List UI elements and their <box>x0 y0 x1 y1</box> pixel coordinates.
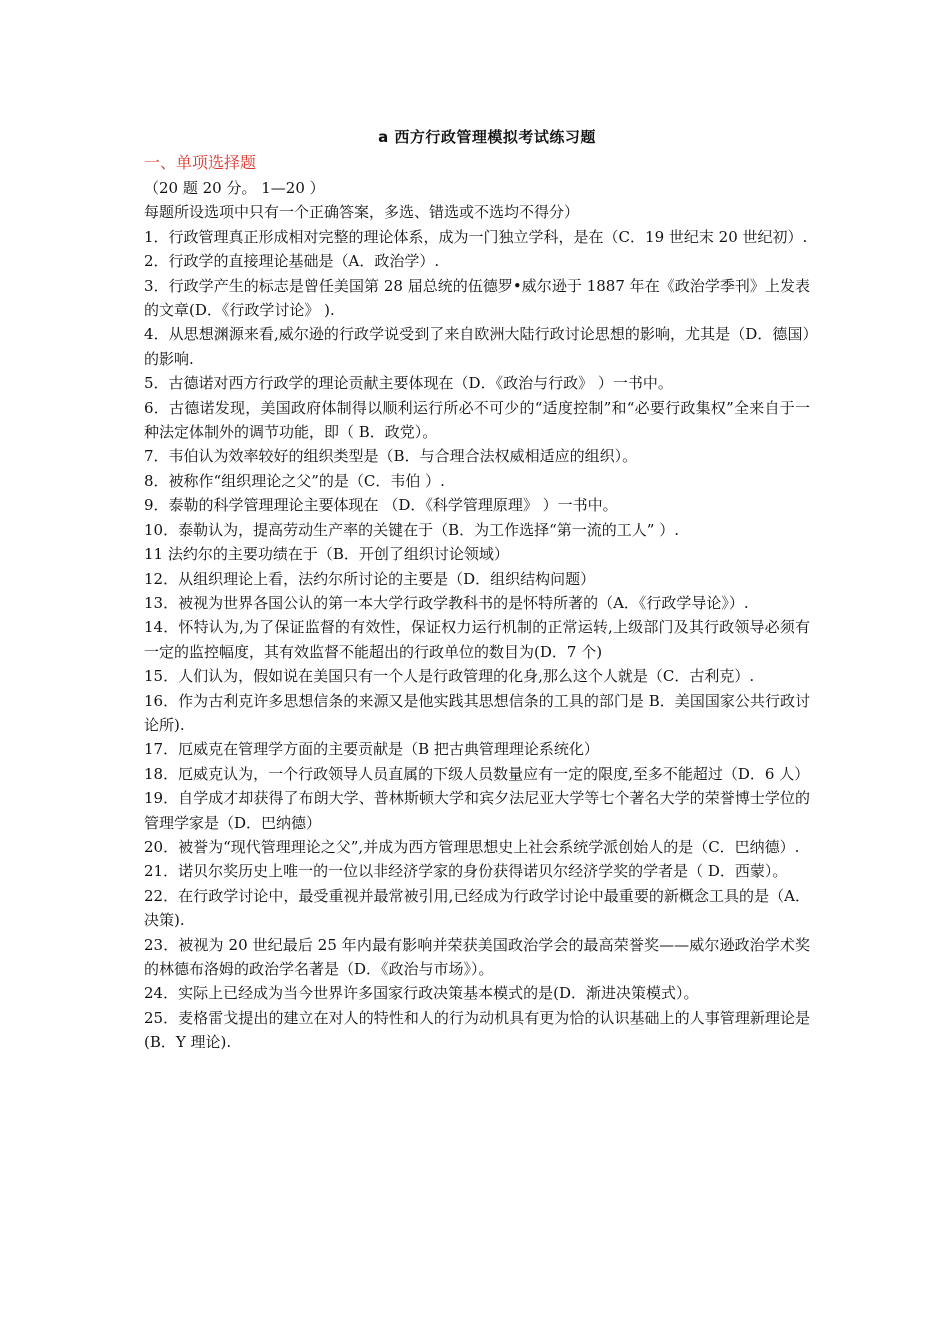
question-item: 18．厄威克认为，一个行政领导人员直属的下级人员数量应有一定的限度,至多不能超过（D．6 人） <box>144 764 810 783</box>
question-item: 5．古德诺对西方行政学的理论贡献主要体现在（D．《政治与行政》 ）一书中。 <box>144 374 673 393</box>
question-item: 7．韦伯认为效率较好的组织类型是（B．与合理合法权威相适应的组织）。 <box>144 447 638 466</box>
question-item: 17．厄威克在管理学方面的主要贡献是（B 把古典管理理论系统化） <box>144 740 599 759</box>
question-item: 1．行政管理真正形成相对完整的理论体系，成为一门独立学科，是在（C．19 世纪末 20 世纪初）. <box>144 227 808 246</box>
question-item: 12．从组织理论上看，法约尔所讨论的主要是（D．组织结构问题） <box>144 569 596 588</box>
question-item: 3．行政学产生的标志是曾任美国第 28 届总统的伍德罗•威尔逊于 1887 年在《政治学季刊》上发表的文章(D．《行政学讨论》 ). <box>144 276 810 320</box>
question-item: 24．实际上已经成为当今世界许多国家行政决策基本模式的是(D．渐进决策模式）。 <box>144 984 699 1003</box>
document-title: a 西方行政管理模拟考试练习题 <box>378 128 596 146</box>
question-item: 16．作为古利克许多思想信条的来源又是他实践其思想信条的工具的部门是 B．美国国家公共行政讨论所). <box>144 691 810 734</box>
section-heading: 一、单项选择题 <box>144 153 257 172</box>
question-item: 23．被视为 20 世纪最后 25 年内最有影响并荣获美国政治学会的最高荣誉奖——威尔逊政治学术奖的林德布洛姆的政治学名著是（D．《政治与市场》）。 <box>144 935 810 978</box>
question-item: 10．泰勒认为，提高劳动生产率的关键在于（B．为工作选择“第一流的工人” ）. <box>144 520 679 539</box>
question-item: 9．泰勒的科学管理理论主要体现在 （D．《科学管理原理》 ）一书中。 <box>144 496 618 515</box>
document-page <box>144 124 810 1055</box>
question-item: 14．怀特认为,为了保证监督的有效性，保证权力运行机制的正常运转,上级部门及其行政领导必须有一定的监控幅度，其有效监督不能超出的行政单位的数目为(D．7 个) <box>144 618 810 661</box>
question-item: 22．在行政学讨论中，最受重视并最常被引用,已经成为行政学讨论中最重要的新概念工具的是（A．决策). <box>144 886 810 930</box>
instruction-text: 每题所设选项中只有一个正确答案，多选、错选或不选均不得分） <box>144 203 580 222</box>
question-item: 19．自学成才却获得了布朗大学、普林斯顿大学和宾夕法尼亚大学等七个著名大学的荣誉博士学位的管理学家是（D．巴纳德） <box>144 789 810 832</box>
question-item: 6．古德诺发现，美国政府体制得以顺利运行所必不可少的“适度控制”和“必要行政集权”全来自于一种法定体制外的调节功能，即（ B．政党）。 <box>144 398 810 442</box>
question-item: 15．人们认为，假如说在美国只有一个人是行政管理的化身,那么这个人就是（C．古利克）. <box>144 667 755 686</box>
score-note: （20 题 20 分。 1—20 ） <box>144 179 325 197</box>
question-list <box>144 225 810 1055</box>
question-item: 25．麦格雷戈提出的建立在对人的特性和人的行为动机具有更为恰的认识基础上的人事管理新理论是(B．Y 理论). <box>144 1008 810 1052</box>
question-item: 4．从思想渊源来看,威尔逊的行政学说受到了来自欧洲大陆行政讨论思想的影响，尤其是（D．德国）的影响. <box>144 325 810 368</box>
question-item: 11 法约尔的主要功绩在于（B．开创了组织讨论领域） <box>144 545 509 564</box>
question-item: 8．被称作“组织理论之父”的是（C．韦伯 ）. <box>144 471 445 490</box>
question-item: 20．被誉为“现代管理理论之父”,并成为西方管理思想史上社会系统学派创始人的是（C．巴纳德）. <box>144 837 800 856</box>
question-item: 21．诺贝尔奖历史上唯一的一位以非经济学家的身份获得诺贝尔经济学奖的学者是（ D．西蒙）。 <box>144 862 788 881</box>
question-item: 13．被视为世界各国公认的第一本大学行政学教科书的是怀特所著的（A．《行政学导论》）. <box>144 593 749 612</box>
question-item: 2．行政学的直接理论基础是（A．政治学）. <box>144 252 440 271</box>
